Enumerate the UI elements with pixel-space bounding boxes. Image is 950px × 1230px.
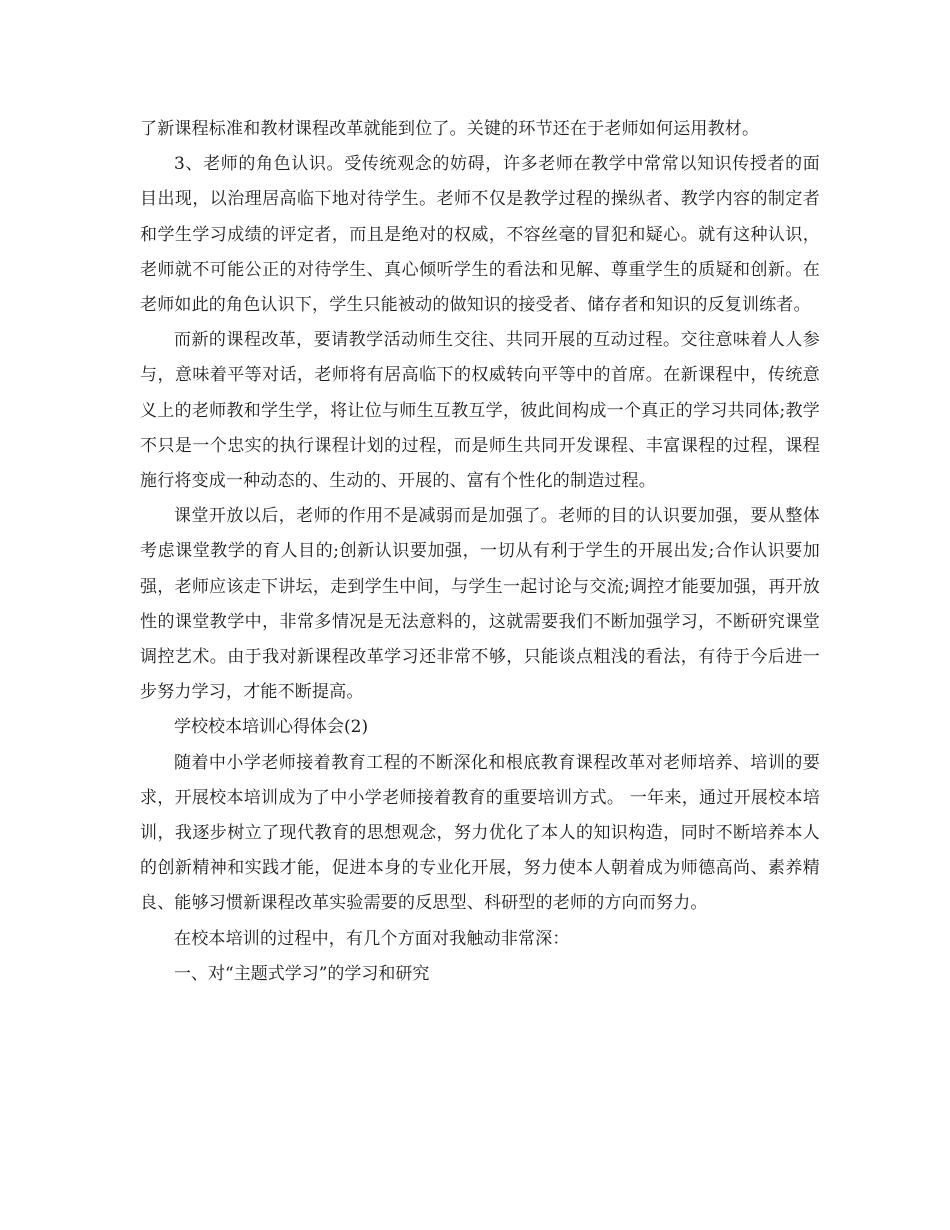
paragraph-2: 3、老师的角色认识。受传统观念的妨碍，许多老师在教学中常常以知识传授者的面目出现，以治理居高临下地对待学生。老师不仅是教学过程的操纵者、教学内容的制定者和学生学习成绩的评定者，而且是绝对的权威，不容丝毫的冒犯和疑心。就有这种认识，老师就不可能公正的对待学生、真心倾听学生的看法和见解、尊重学生的质疑和创新。在老师如此的角色认识下，学生只能被动的做知识的接受者、储存者和知识的反复训练者。 [140,154,820,316]
paragraph-1: 了新课程标准和教材课程改革就能到位了。关键的环节还在于老师如何运用教材。 [140,119,760,139]
paragraph-4: 课堂开放以后，老师的作用不是减弱而是加强了。老师的目的认识要加强，要从整体考虑课堂教学的育人目的;创新认识要加强，一切从有利于学生的开展出发;合作认识要加强，老师应该走下讲坛，走到学生中间，与学生一起讨论与交流;调控才能要加强，再开放性的课堂教学中，非常多情况是无法意料的，这就需要我们不断加强学习，不断研究课堂调控艺术。由于我对新课程改革学习还非常不够，只能谈点粗浅的看法，有待于今后进一步努力学习，才能不断提高。 [140,506,820,703]
document-page [140,112,820,992]
paragraph-5: 随着中小学老师接着教育工程的不断深化和根底教育课程改革对老师培养、培训的要求，开展校本培训成为了中小学老师接着教育的重要培训方式。 一年来，通过开展校本培训，我逐步树立了现代教育的思想观念，努力优化了本人的知识构造，同时不断培养本人的创新精神和实践才能，促进本身的专业化开展，努力使本人朝着成为师德高尚、素养精良、能够习惯新课程改革实验需要的反思型、科研型的老师的方向而努力。 [140,752,820,914]
section-title: 学校校本培训心得体会(2) [174,717,369,738]
subsection-title: 一、对“主题式学习”的学习和研究 [174,963,430,984]
paragraph-3: 而新的课程改革，要请教学活动师生交往、共同开展的互动过程。交往意味着人人参与，意味着平等对话，老师将有居高临下的权威转向平等中的首席。在新课程中，传统意义上的老师教和学生学，将让位与师生互教互学，彼此间构成一个真正的学习共同体;教学不只是一个忠实的执行课程计划的过程，而是师生共同开发课程、丰富课程的过程，课程施行将变成一种动态的、生动的、开展的、富有个性化的制造过程。 [140,330,820,492]
paragraph-6: 在校本培训的过程中，有几个方面对我触动非常深： [174,928,570,949]
